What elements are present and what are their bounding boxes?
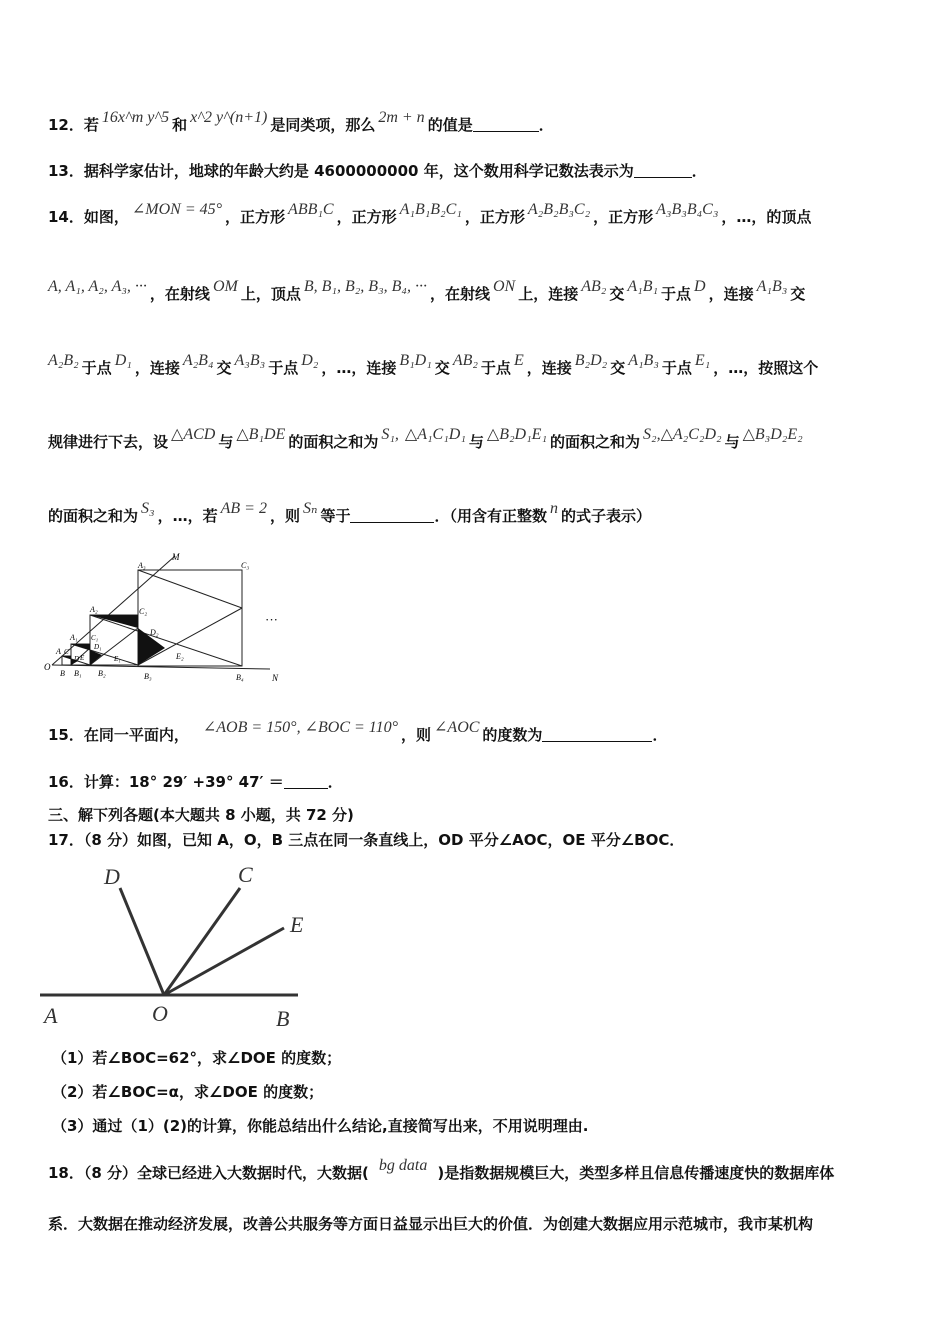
q13-answer-blank[interactable] xyxy=(634,162,692,178)
q14-text: ，则 xyxy=(269,507,300,525)
q12-expr1: 16x^m y^5 xyxy=(101,109,170,126)
q14-text: 的面积之和为 xyxy=(48,507,139,525)
q14-text: 的面积之和为 xyxy=(550,433,641,451)
q14-text: ，…，连接 xyxy=(321,359,397,377)
q14-text: 交 xyxy=(610,359,626,377)
question-16: 16．计算：18° 29′ +39° 47′ ＝ ． xyxy=(48,773,343,791)
ray-oe xyxy=(164,928,284,995)
q14-text: 于点 xyxy=(480,359,511,377)
q14-text: ，…，的顶点 xyxy=(721,208,812,226)
q12-number: 12．若 xyxy=(48,116,99,134)
q18-math-bg-data: bg data xyxy=(378,1157,428,1174)
question-17 xyxy=(48,830,910,850)
q14-text: ，…，按照这个 xyxy=(713,359,819,377)
ray-od xyxy=(120,888,164,995)
q14-math: A₁B₃ xyxy=(756,278,788,295)
q14-answer-blank[interactable] xyxy=(350,507,434,523)
label-e: E xyxy=(80,654,85,662)
q14-math: D xyxy=(694,278,706,295)
label-a: A xyxy=(56,647,61,656)
q15-math-angles: ∠AOB = 150°, ∠BOC = 110° xyxy=(202,719,398,736)
question-12: 12．若 16x^m y^5 和 x^2 y^(n+1) 是同类项，那么 2m + n 的值是 ． xyxy=(48,109,554,134)
q12-expr3: 2m + n xyxy=(378,109,425,126)
continuation-dots: ··· xyxy=(265,612,278,627)
q17-sub3: （3）通过（1）(2)的计算，你能总结出什么结论,直接简写出来，不用说明理由. xyxy=(52,1117,589,1135)
label-c3: C₃ xyxy=(241,561,250,570)
label-o: O xyxy=(152,1001,168,1026)
q15-text: 的度数为 xyxy=(482,726,543,744)
label-b4: B₄ xyxy=(236,673,244,682)
question-14-line3 xyxy=(48,352,910,379)
q12-expr2: x^2 y^(n+1) xyxy=(190,109,268,126)
q14-math: △B₃D₂E₂ xyxy=(742,426,803,443)
q14-text: ，在射线 xyxy=(429,285,490,303)
q15-text: 15．在同一平面内， xyxy=(48,726,189,744)
q14-math: A₁B₃ xyxy=(628,352,659,369)
label-a1: A₁ xyxy=(70,633,78,642)
q14-math: A₂B₂ xyxy=(48,352,79,369)
q14-text: 交 xyxy=(434,359,450,377)
q15-answer-blank[interactable] xyxy=(542,726,652,742)
question-18 xyxy=(48,1157,910,1184)
q14-text: ．（用含有正整数 xyxy=(434,507,547,525)
label-a: A xyxy=(44,1003,58,1028)
label-c1: C₁ xyxy=(91,634,99,642)
q14-text: 与 xyxy=(724,433,740,451)
q14-math: E xyxy=(513,352,524,369)
q13-text: 13．据科学家估计，地球的年龄大约是 4600000000 年，这个数用科学记数法表示为 xyxy=(48,162,634,180)
label-e1: E₁ xyxy=(114,655,121,663)
q14-math: D₂ xyxy=(301,352,319,369)
q14-math: B₁D₁ xyxy=(399,352,432,369)
q14-math: S₂,△A₂C₂D₂ xyxy=(643,426,722,443)
q14-text: 交 xyxy=(216,359,232,377)
q14-squares-figure xyxy=(40,548,300,688)
label-b2: B₂ xyxy=(98,669,106,678)
question-14-line4 xyxy=(48,426,910,453)
label-b3: B₃ xyxy=(144,672,152,681)
q14-math: △A₁C₁D₁ xyxy=(404,426,466,443)
q14-math: A₃B₃ xyxy=(234,352,266,369)
q15-math-aoc: ∠AOC xyxy=(434,719,480,736)
label-d: D xyxy=(74,655,80,663)
q12-text3: 的值是 xyxy=(427,116,473,134)
q14-text: ，正方形 xyxy=(593,208,654,226)
q14-math: Sₙ xyxy=(302,500,318,517)
q14-math: A, A₁, A₂, A₃, ··· xyxy=(48,278,147,295)
q14-math: ON xyxy=(492,278,516,295)
q14-math: △ACD xyxy=(171,426,216,443)
question-14-line2 xyxy=(48,278,910,305)
q14-text: 于点 xyxy=(661,359,692,377)
q17-angle-figure xyxy=(40,858,330,1033)
label-n: N xyxy=(272,673,279,683)
question-14-line1 xyxy=(48,201,910,228)
q14-text: 与 xyxy=(468,433,484,451)
q14-text: 交 xyxy=(790,285,806,303)
label-d: D xyxy=(104,864,120,889)
q14-text: ，正方形 xyxy=(225,208,286,226)
label-c: C xyxy=(64,648,69,656)
question-15: 15．在同一平面内， ∠AOB = 150°, ∠BOC = 110° ，则 ∠AOC 的度数为 ． xyxy=(48,719,668,744)
q14-text: ，正方形 xyxy=(336,208,397,226)
q14-text: 于点 xyxy=(268,359,299,377)
q14-text: 与 xyxy=(218,433,234,451)
q14-math: OM xyxy=(212,278,238,295)
q15-text: ，则 xyxy=(401,726,432,744)
q14-math: S₁, xyxy=(381,426,399,443)
section-3-heading: 三、解下列各题(本大题共 8 小题，共 72 分) xyxy=(48,806,354,824)
segment-a3-right xyxy=(138,570,242,608)
label-o: O xyxy=(44,662,51,672)
q14-text: ，…，若 xyxy=(157,507,218,525)
q14-text: ，正方形 xyxy=(464,208,525,226)
q14-math: AB₂ xyxy=(581,278,607,295)
q14-square3: A₂B₂B₃C₂ xyxy=(527,201,591,218)
q14-math: D₁ xyxy=(114,352,132,369)
q16-text: 16．计算：18° 29′ +39° 47′ ＝ xyxy=(48,773,284,791)
segment-a2b4 xyxy=(90,615,242,666)
q14-math: A₁B₁ xyxy=(627,278,659,295)
q14-math: △B₂D₁E₁ xyxy=(486,426,547,443)
q14-math: A₂B₄ xyxy=(182,352,214,369)
label-e: E xyxy=(290,912,304,937)
q14-square2: A₁B₁B₂C₁ xyxy=(399,201,462,218)
q14-text: ，连接 xyxy=(134,359,180,377)
label-c: C xyxy=(238,862,253,887)
label-e2: E₂ xyxy=(176,652,184,661)
label-a3: A₃ xyxy=(138,561,146,570)
q14-math: S₃ xyxy=(141,500,155,517)
q14-square4: A₃B₃B₄C₃ xyxy=(656,201,719,218)
q12-text2: 是同类项，那么 xyxy=(270,116,376,134)
q14-math: AB = 2 xyxy=(220,500,267,517)
label-c2: C₂ xyxy=(139,607,148,616)
q14-math: AB₂ xyxy=(452,352,478,369)
q14-text: 的式子表示） xyxy=(560,507,651,525)
label-b: B xyxy=(60,669,65,678)
q14-text: 上，连接 xyxy=(518,285,579,303)
label-m: M xyxy=(172,552,180,562)
q14-text: 等于 xyxy=(320,507,351,525)
q14-text: ，连接 xyxy=(526,359,572,377)
q12-text1: 和 xyxy=(172,116,188,134)
q14-text: ，连接 xyxy=(708,285,754,303)
q16-answer-blank[interactable] xyxy=(284,773,328,789)
q18-text: 18．（8 分）全球已经进入大数据时代，大数据( xyxy=(48,1164,369,1182)
q14-angle-mon: ∠MON = 45° xyxy=(131,201,223,218)
question-13: 13．据科学家估计，地球的年龄大约是 4600000000 年，这个数用科学记数法表示为 ． xyxy=(48,162,707,180)
q14-text: 规律进行下去，设 xyxy=(48,433,169,451)
q14-math: B, B₁, B₂, B₃, B₄, ··· xyxy=(303,278,427,295)
question-18-line2: 系．大数据在推动经济发展，改善公共服务等方面日益显示出巨大的价值．为创建大数据应用示范城市，我市某机构 xyxy=(48,1215,814,1233)
q14-math: △B₁DE xyxy=(236,426,286,443)
q17-sub2: （2）若∠BOC=α，求∠DOE 的度数； xyxy=(52,1083,324,1101)
q14-text: 于点 xyxy=(81,359,112,377)
q17-sub1: （1）若∠BOC=62°，求∠DOE 的度数； xyxy=(52,1049,342,1067)
q14-text: 上，顶点 xyxy=(240,285,301,303)
q14-text: 于点 xyxy=(661,285,692,303)
q18-text: )是指数据规模巨大，类型多样且信息传播速度快的数据库体 xyxy=(437,1164,835,1182)
q14-math: E₁ xyxy=(694,352,711,369)
label-b1: B₁ xyxy=(74,669,82,678)
q17-text: 17．（8 分）如图，已知 A，O，B 三点在同一条直线上，OD 平分∠AOC，OE 平分∠BOC． xyxy=(48,831,685,849)
label-d2: D₂ xyxy=(150,628,159,637)
q14-number: 14．如图， xyxy=(48,208,129,226)
q14-math: n xyxy=(549,500,558,517)
q14-text: 交 xyxy=(609,285,625,303)
label-a2: A₂ xyxy=(90,605,98,614)
label-d1: D₁ xyxy=(94,643,102,651)
q14-square1: ABB₁C xyxy=(288,201,334,218)
q14-text: 的面积之和为 xyxy=(288,433,379,451)
label-b: B xyxy=(276,1006,290,1031)
ray-oc xyxy=(164,888,240,995)
question-14-line5 xyxy=(48,500,910,527)
q14-text: ，在射线 xyxy=(149,285,210,303)
q12-answer-blank[interactable] xyxy=(473,116,539,132)
q14-math: B₂D₂ xyxy=(574,352,608,369)
